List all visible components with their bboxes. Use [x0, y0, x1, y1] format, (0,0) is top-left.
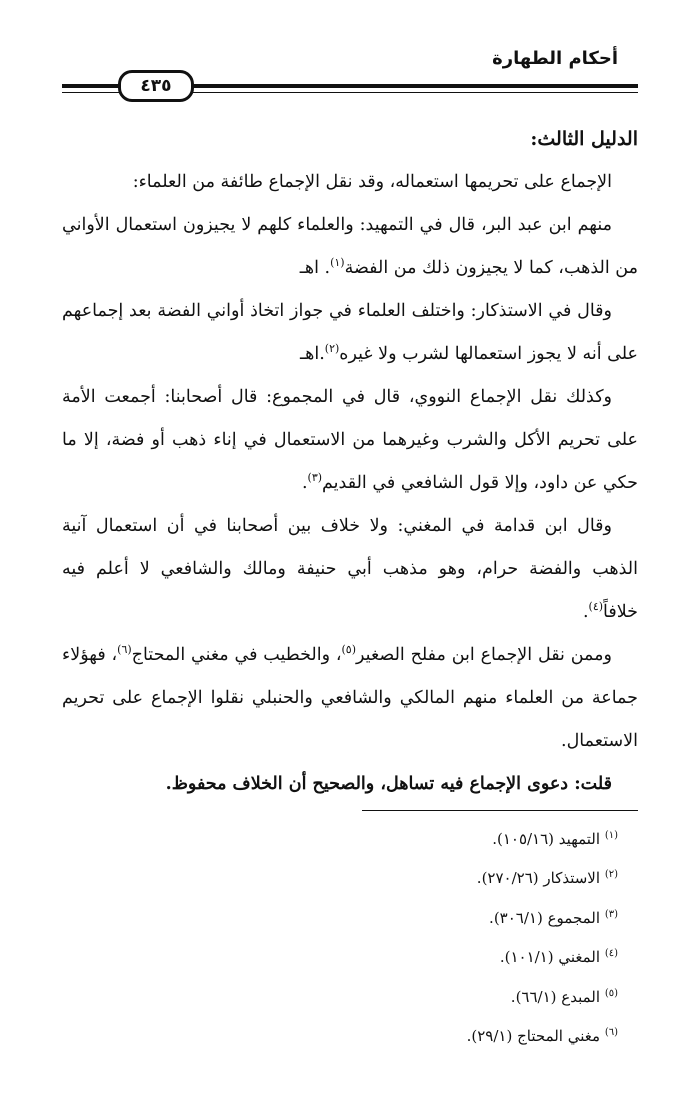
footnote-6 — [58, 1017, 618, 1056]
footnote-1 — [58, 820, 618, 859]
paragraph-1: الإجماع على تحريمها استعماله، وقد نقل الإجماع طائفة من العلماء: — [132, 172, 612, 192]
qultu-label: قلت: — [574, 774, 612, 794]
footnote-number: (٤) — [604, 948, 618, 960]
paragraph-3 — [62, 290, 638, 376]
footnote-ref-1: (١) — [330, 256, 345, 270]
footnote-ref-3: (٣) — [307, 471, 323, 485]
footnote-ref-6: (٦) — [117, 643, 132, 657]
footnote-ref-5: (٥) — [341, 643, 357, 657]
footnote-number: (٢) — [604, 869, 618, 881]
footnote-number: (٦) — [604, 1027, 618, 1039]
paragraph-4-text: وكذلك نقل الإجماع النووي، قال في المجموع: قال أصحابنا: أجمعت الأمة على تحريم الأكل والشرب وغيرهما من الاستعمال في إناء ذهب أو فضة، إلا ما حكي عن داود، وإلا قول الشافعي في القديم — [62, 387, 638, 493]
footnote-number: (٣) — [604, 908, 618, 920]
paragraph-4-end: . — [301, 473, 308, 493]
footnote-text: مغني المحتاج (٢٩/١). — [466, 1027, 605, 1046]
paragraph-3-text: وقال في الاستذكار: واختلف العلماء في جواز اتخاذ أواني الفضة بعد إجماعهم على أنه لا يجوز استعمالها لشرب ولا غيره — [62, 301, 638, 364]
footnote-5 — [58, 978, 618, 1017]
paragraph-2 — [62, 204, 638, 290]
paragraph-6-text-a: وممن نقل الإجماع ابن مفلح الصغير — [356, 645, 612, 665]
paragraph-5-end: . — [582, 602, 589, 622]
paragraph-2-text: منهم ابن عبد البر، قال في التمهيد: والعلماء كلهم لا يجيزون استعمال الأواني من الذهب، كما لا يجيزون ذلك من الفضة — [62, 215, 638, 278]
footnotes — [58, 820, 618, 1056]
footnote-number: (١) — [604, 830, 618, 841]
paragraph-7 — [62, 763, 638, 806]
footnote-text: المبدع (٦٦/١). — [510, 987, 605, 1006]
paragraph-4 — [62, 376, 638, 505]
footnote-ref-2: (٢) — [324, 342, 340, 356]
footnote-text: المجموع (٣٠٦/١). — [489, 908, 605, 927]
paragraph-2-end: . اهـ — [299, 258, 331, 278]
main-text — [62, 118, 638, 806]
footnote-text: الاستذكار (٢٧٠/٢٦). — [476, 869, 605, 888]
paragraph-5-text: وقال ابن قدامة في المغني: ولا خلاف بين أصحابنا في أن استعمال آنية الذهب والفضة حرام، وهو مذهب أبي حنيفة ومالك والشافعي لا أعلم فيه خلافاً — [62, 516, 638, 622]
paragraph-5 — [62, 505, 638, 634]
paragraph-3-end: .اهـ — [299, 344, 325, 364]
footnote-4 — [58, 938, 618, 977]
footnote-text: التمهيد (١٠٥/١٦). — [492, 830, 605, 848]
page-number: ٤٣٥ — [118, 70, 194, 102]
footnote-separator — [362, 810, 638, 811]
paragraph-7-text: دعوى الإجماع فيه تساهل، والصحيح أن الخلاف محفوظ. — [165, 774, 575, 794]
footnote-2 — [58, 859, 618, 898]
paragraph-6 — [62, 634, 638, 763]
footnote-3 — [58, 899, 618, 938]
book-title: أحكام الطهارة — [492, 48, 618, 69]
section-heading: الدليل الثالث: — [530, 128, 638, 150]
paragraph-6-text-b: ، والخطيب في مغني المحتاج — [131, 645, 342, 665]
paragraph-6-text-c: ، فهؤلاء جماعة من العلماء منهم المالكي والشافعي والحنبلي نقلوا الإجماع على تحريم الاستعمال. — [62, 645, 638, 751]
footnote-number: (٥) — [604, 987, 618, 999]
footnote-text: المغني (١٠١/١). — [499, 948, 605, 967]
footnote-ref-4: (٤) — [588, 600, 604, 614]
